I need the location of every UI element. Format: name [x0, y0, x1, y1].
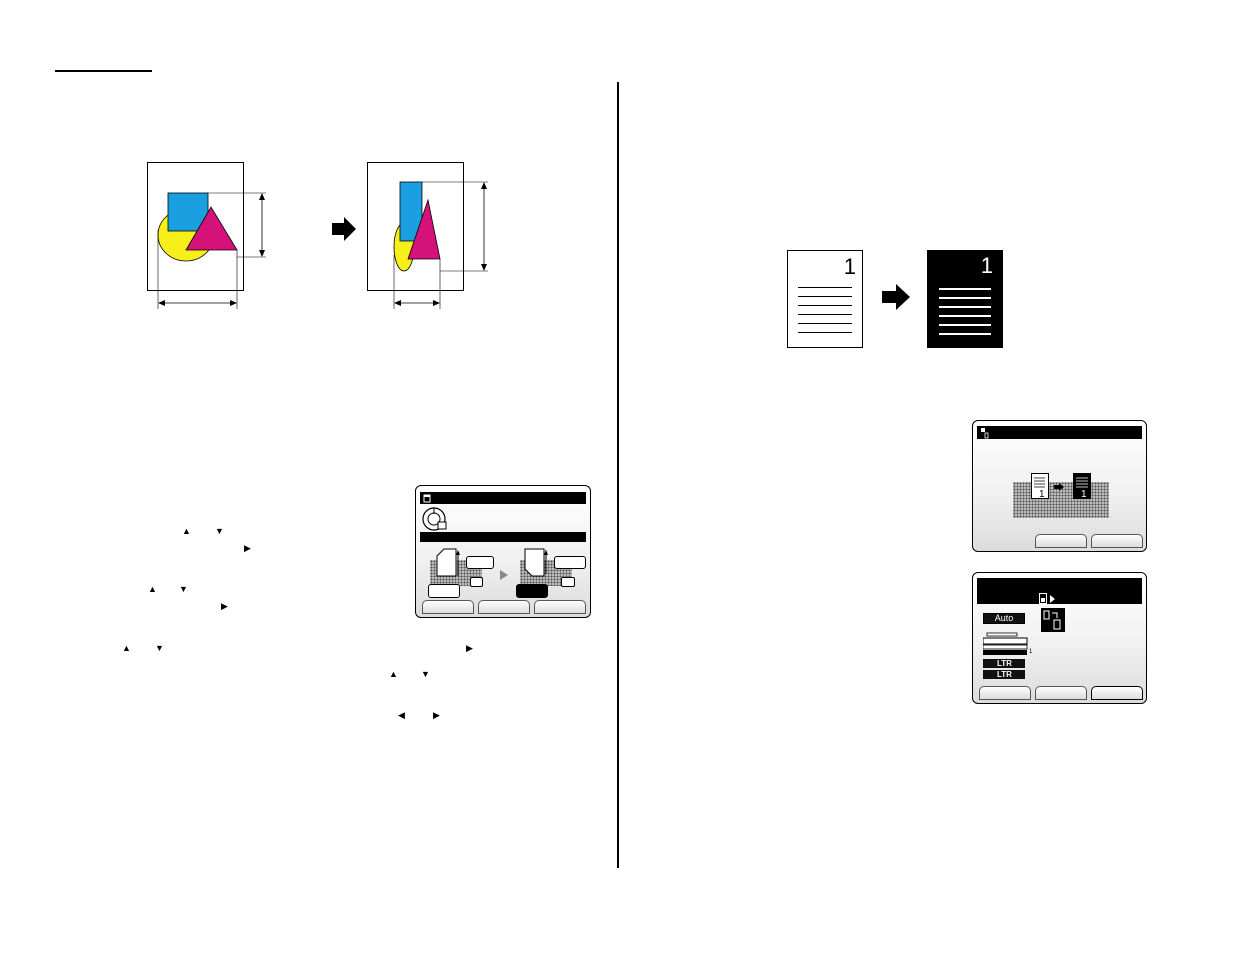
svg-text:1: 1	[1039, 489, 1045, 499]
lcd-screen-basic	[972, 572, 1147, 704]
page-number-black: 1	[980, 253, 993, 278]
up-triangle-icon: ▲	[389, 669, 398, 679]
lcd-screen-zoom	[415, 485, 591, 618]
resize-illustration	[140, 155, 500, 315]
right-triangle-icon	[500, 570, 508, 580]
option-left-button[interactable]	[428, 584, 460, 598]
svg-text:1: 1	[1029, 649, 1033, 655]
right-arrow-icon	[882, 284, 910, 310]
copy-mode-icon	[980, 427, 990, 439]
black-page-icon	[1073, 473, 1091, 499]
down-triangle-icon: ▼	[179, 584, 188, 594]
option-right-button-selected[interactable]	[516, 584, 548, 598]
down-triangle-icon: ▼	[421, 669, 430, 679]
copier-icon	[983, 631, 1033, 657]
copy-mode-icon	[423, 493, 433, 503]
option-left-value-box	[466, 556, 494, 569]
inverted-black-page	[927, 250, 1003, 348]
simplex-icon	[1041, 608, 1065, 632]
option-left-small-box	[470, 577, 483, 587]
softkey-2[interactable]	[478, 600, 530, 614]
dial-icon	[421, 506, 447, 532]
header-rule	[55, 70, 152, 72]
lcd-screen-negative	[972, 420, 1147, 552]
original-white-page	[787, 250, 863, 348]
down-triangle-icon: ▼	[155, 643, 164, 653]
right-triangle-icon: ▶	[433, 710, 440, 720]
right-arrow-icon	[332, 217, 356, 241]
up-triangle-icon: ▲	[148, 584, 157, 594]
tray-1-button[interactable]: LTR	[983, 659, 1025, 668]
up-triangle-icon: ▲	[122, 643, 131, 653]
option-right-value-box	[554, 556, 586, 569]
lcd-section-bar	[420, 532, 586, 542]
page-number-white: 1	[843, 254, 856, 279]
softkey-1[interactable]	[1035, 534, 1087, 548]
document-icon	[436, 548, 460, 578]
white-page-icon	[1031, 473, 1049, 499]
svg-text:1: 1	[1081, 489, 1087, 499]
softkey-1[interactable]	[422, 600, 474, 614]
lcd-title-bar	[977, 426, 1142, 439]
negative-mode-icon	[1039, 593, 1057, 605]
right-triangle-icon: ▶	[466, 643, 473, 653]
down-triangle-icon: ▼	[215, 526, 224, 536]
tray-2-button[interactable]: LTR	[983, 670, 1025, 679]
left-triangle-icon: ◀	[398, 710, 405, 720]
option-right-small-box	[561, 577, 575, 587]
column-divider	[617, 82, 619, 868]
up-triangle-icon: ▲	[182, 526, 191, 536]
softkey-1[interactable]	[979, 686, 1031, 700]
document-icon	[524, 548, 548, 578]
softkey-3[interactable]	[1091, 686, 1143, 700]
lcd-title-bar	[420, 492, 586, 504]
paper-auto-button[interactable]: Auto	[983, 613, 1025, 624]
right-arrow-icon	[1054, 483, 1064, 491]
right-triangle-icon: ▶	[221, 601, 228, 611]
softkey-3[interactable]	[534, 600, 586, 614]
softkey-2[interactable]	[1035, 686, 1087, 700]
softkey-2[interactable]	[1091, 534, 1143, 548]
lcd-title-bar	[977, 578, 1142, 604]
right-triangle-icon: ▶	[244, 543, 251, 553]
